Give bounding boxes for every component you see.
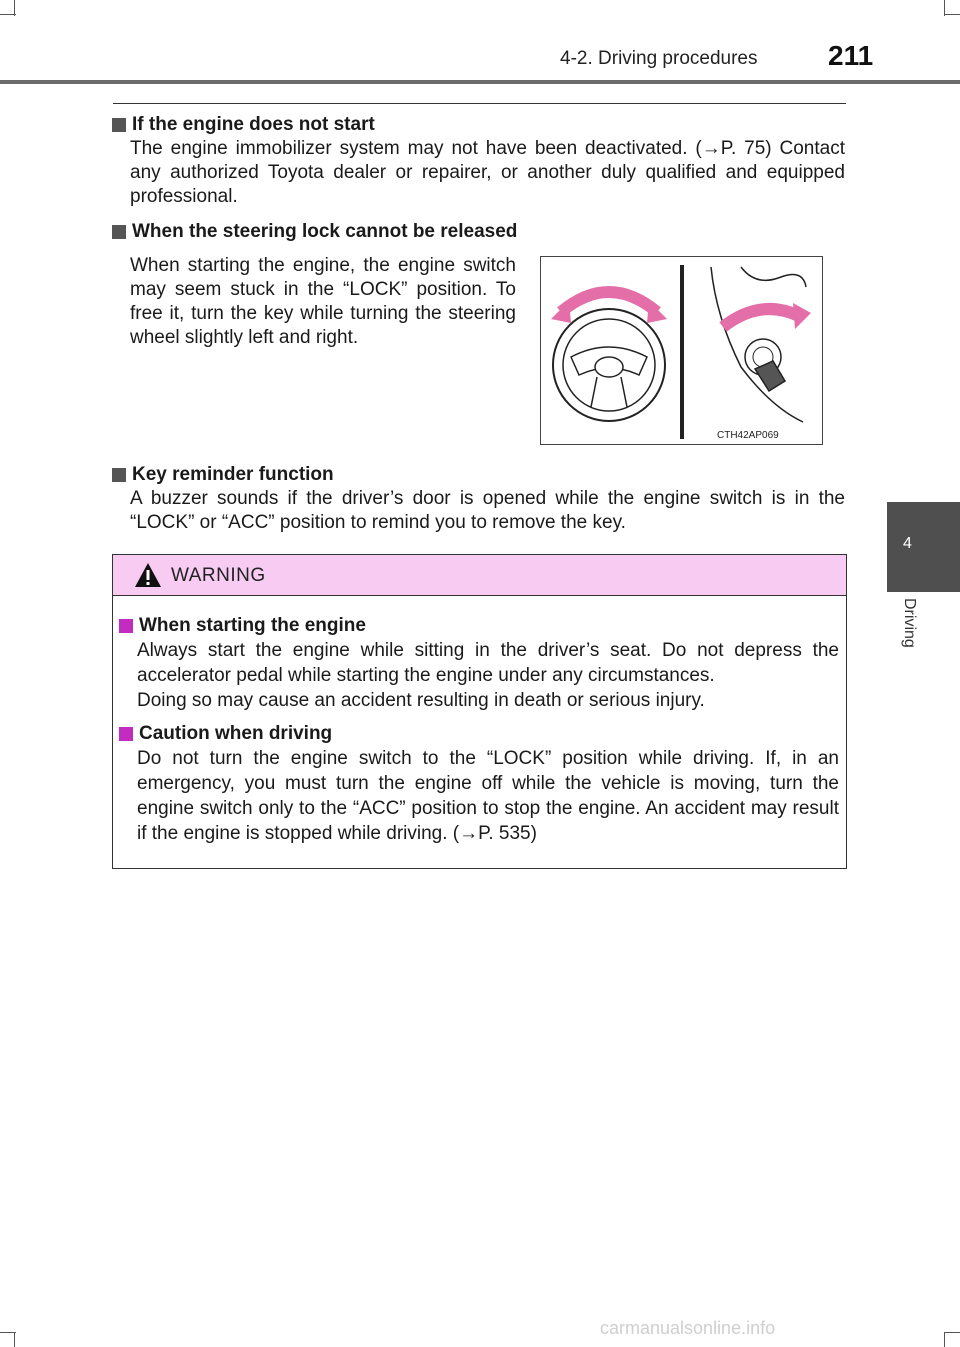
section-body: The engine immobilizer system may not have been deactivated. (→P. 75) Contact any authorized Toyota dealer or repairer, or another duly qualified and equipped professional. xyxy=(130,138,845,207)
warning-item-heading: Caution when driving xyxy=(119,721,839,746)
steering-lock-illustration xyxy=(540,256,823,445)
warning-item-body: Do not turn the engine switch to the “LOCK” position while driving. If, in an emergency, you must turn the engine off while the vehicle is moving, turn the engine switch only to the “ACC” position to stop the engine. An accident may result if the engine is stopped while driving. (→P. 535) xyxy=(137,748,839,844)
section-heading: When the steering lock cannot be released xyxy=(112,220,517,244)
header-bar xyxy=(0,80,960,84)
warning-header xyxy=(113,555,846,596)
divider xyxy=(113,103,846,104)
chapter-label-text: Driving xyxy=(901,598,918,648)
chapter-tab[interactable] xyxy=(887,502,960,592)
bullet-square-icon xyxy=(112,468,126,482)
section-title: 4-2. Driving procedures xyxy=(560,48,758,69)
warning-triangle-icon xyxy=(133,561,163,589)
warning-item xyxy=(119,721,839,846)
warning-box xyxy=(112,554,847,869)
bullet-square-icon xyxy=(112,118,126,132)
figure-code: CTH42AP069 xyxy=(717,430,779,441)
page-number: 211 xyxy=(828,40,874,71)
crop-mark xyxy=(14,0,15,16)
chapter-label xyxy=(896,598,920,678)
warning-title: WARNING xyxy=(171,565,266,586)
section-heading: If the engine does not start xyxy=(112,113,845,137)
bullet-square-icon xyxy=(112,225,126,239)
crop-mark xyxy=(944,1332,960,1333)
crop-mark xyxy=(14,1332,15,1347)
watermark: carmanualsonline.info xyxy=(600,1318,776,1338)
warning-item-body: Always start the engine while sitting in the driver’s seat. Do not depress the accelerator pedal while starting the engine under any circumstances. Doing so may cause an accident resulting in death or serious injury. xyxy=(137,640,839,711)
section-body: A buzzer sounds if the driver’s door is opened while the engine switch is in the “LOCK” or “ACC” position to remind you to remove the key. xyxy=(130,488,845,533)
warning-item-heading: When starting the engine xyxy=(119,613,839,638)
bullet-square-icon xyxy=(119,619,133,633)
section-steering-lock xyxy=(112,220,517,244)
section-engine-not-start xyxy=(112,113,845,209)
steering-key-diagram xyxy=(541,257,822,444)
crop-mark xyxy=(944,1332,945,1347)
crop-mark xyxy=(944,14,960,15)
section-key-reminder xyxy=(112,463,845,535)
crop-mark xyxy=(944,0,945,16)
warning-item xyxy=(119,613,839,713)
bullet-square-icon xyxy=(119,727,133,741)
chapter-number: 4 xyxy=(903,535,912,552)
section-heading: Key reminder function xyxy=(112,463,845,487)
section-body: When starting the engine, the engine switch may seem stuck in the “LOCK” position. To free it, turn the key while turning the steering wheel slightly left and right. xyxy=(130,255,516,348)
